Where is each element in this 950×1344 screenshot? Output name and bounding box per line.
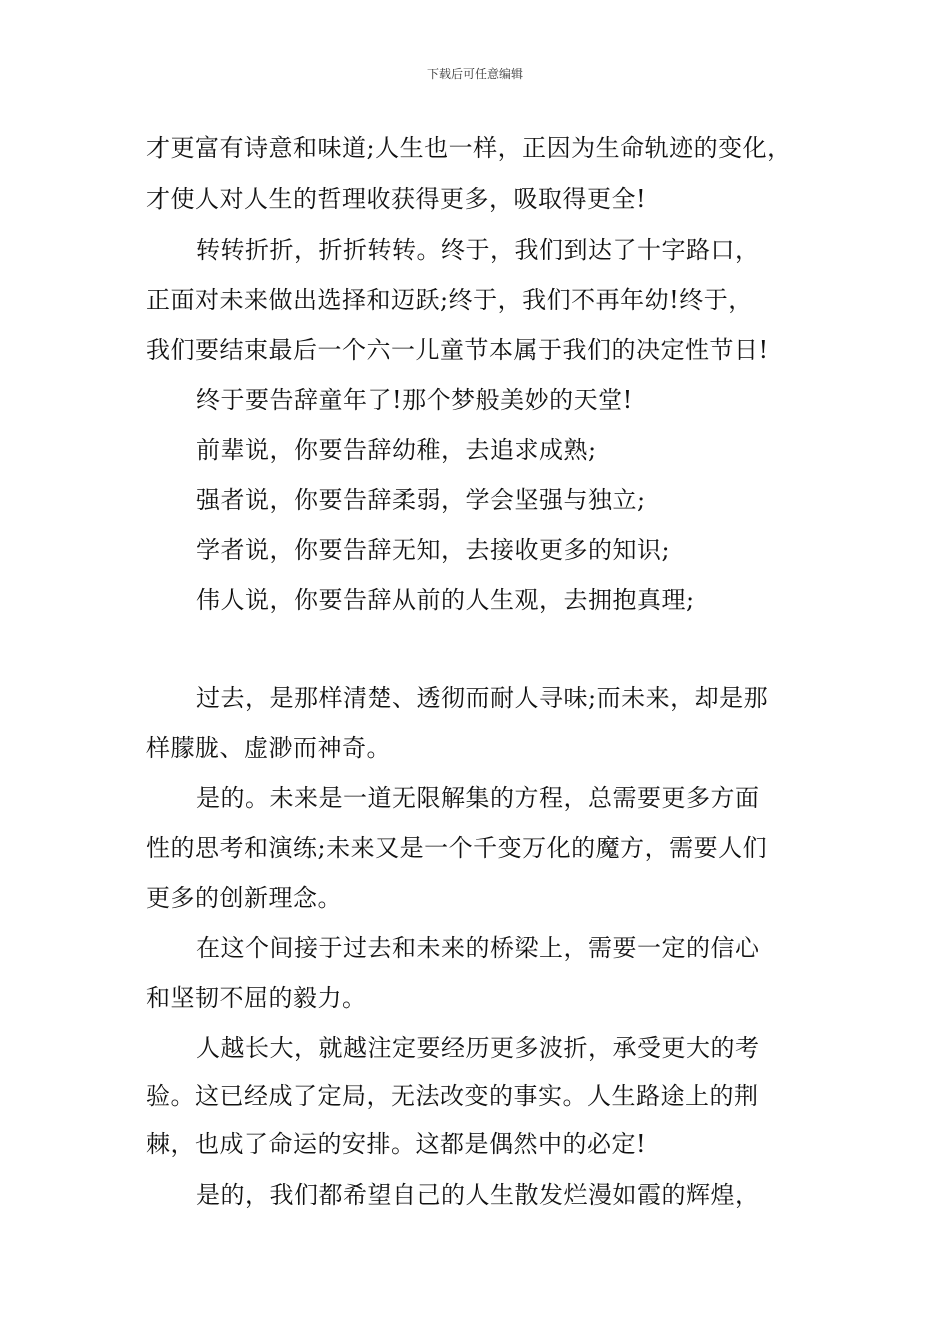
text-line: 人越长大，就越注定要经历更多波折，承受更大的考: [196, 1034, 760, 1062]
text-line: 正面对未来做出选择和迈跃;终于，我们不再年幼!终于，: [146, 286, 753, 314]
text-line: 过去，是那样清楚、透彻而耐人寻味;而未来，却是那: [196, 684, 769, 712]
text-line: 和坚韧不屈的毅力。: [146, 984, 367, 1012]
text-line: 学者说，你要告辞无知，去接收更多的知识;: [196, 536, 671, 564]
text-line: 更多的创新理念。: [146, 884, 342, 912]
text-line: 转转折折，折折转转。终于，我们到达了十字路口，: [196, 236, 760, 264]
text-line: 才更富有诗意和味道;人生也一样，正因为生命轨迹的变化，: [146, 134, 792, 162]
page-header: 下载后可任意编辑: [426, 67, 523, 81]
text-line: 强者说，你要告辞柔弱，学会坚强与独立;: [196, 486, 646, 514]
text-line: 我们要结束最后一个六一儿童节本属于我们的决定性节日!: [146, 336, 769, 364]
text-line: 终于要告辞童年了!那个梦般美妙的天堂!: [196, 386, 633, 414]
text-line: 样朦胧、虚渺而神奇。: [146, 734, 391, 762]
text-line: 棘，也成了命运的安排。这都是偶然中的必定!: [146, 1130, 647, 1158]
text-line: 是的。未来是一道无限解集的方程，总需要更多方面: [196, 784, 760, 812]
text-line: 在这个间接于过去和未来的桥梁上，需要一定的信心: [196, 934, 760, 962]
text-line: 验。这已经成了定局，无法改变的事实。人生路途上的荆: [146, 1082, 759, 1110]
text-line: 是的，我们都希望自己的人生散发烂漫如霞的辉煌，: [196, 1181, 760, 1209]
text-line: 伟人说，你要告辞从前的人生观，去拥抱真理;: [196, 586, 695, 614]
text-line: 性的思考和演练;未来又是一个千变万化的魔方，需要人们: [146, 834, 768, 862]
text-line: 才使人对人生的哲理收获得更多，吸取得更全!: [146, 185, 647, 213]
text-line: 前辈说，你要告辞幼稚，去追求成熟;: [196, 436, 597, 464]
